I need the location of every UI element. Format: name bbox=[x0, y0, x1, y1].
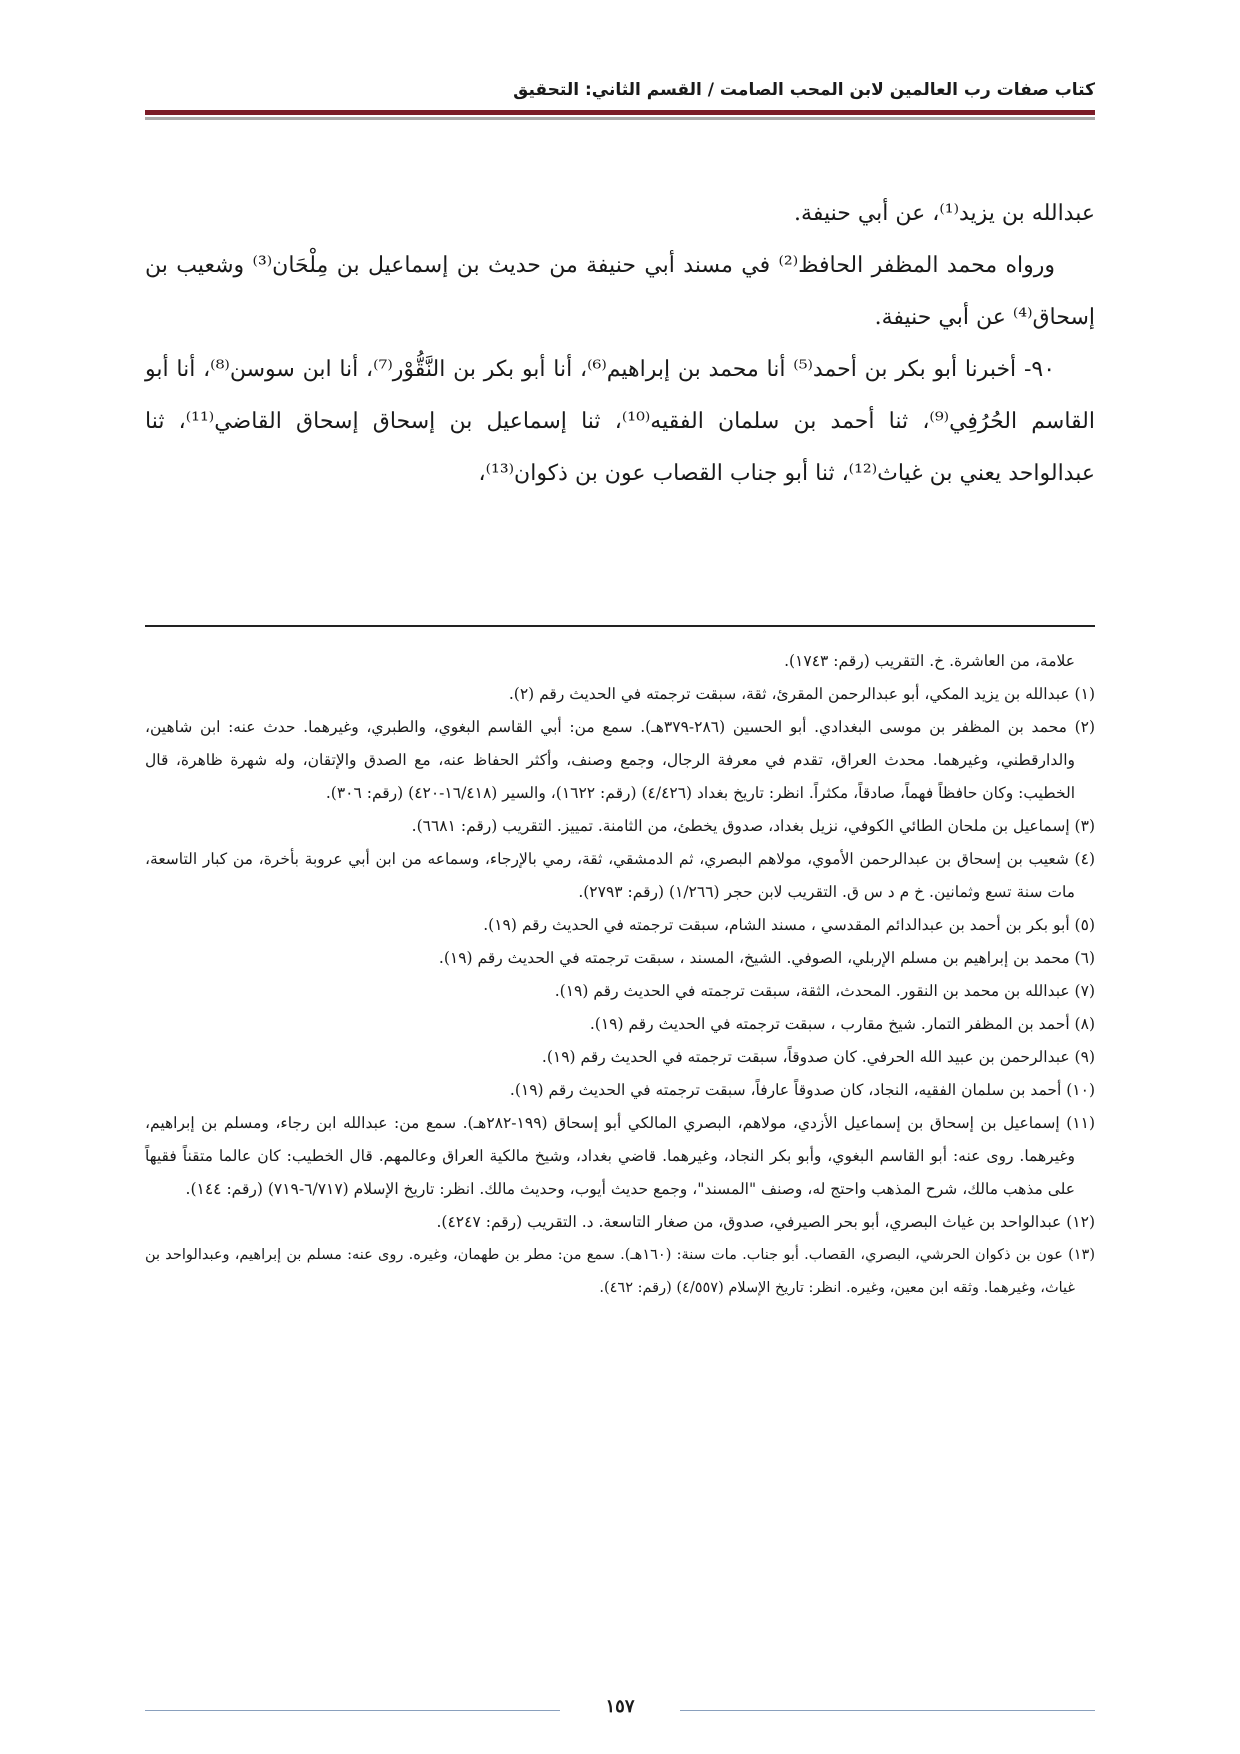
running-header-title: كتاب صفات رب العالمين لابن المحب الصامت / القسم الثاني: التحقيق bbox=[513, 80, 1095, 100]
paragraph-1: عبدالله بن يزيد⁽¹⁾، عن أبي حنيفة. bbox=[794, 201, 1095, 226]
footnote-12: (١٢) عبدالواحد بن غياث البصري، أبو بحر الصيرفي، صدوق، من صغار التاسعة. د. التقريب (رقم: ٤٢٤٧). bbox=[436, 1213, 1095, 1231]
footnote-6: (٦) محمد بن إبراهيم بن مسلم الإربلي، الصوفي. الشيخ، المسند ، سبقت ترجمته في الحديث رقم (١٩). bbox=[438, 949, 1095, 967]
footnote-5: (٥) أبو بكر بن أحمد بن عبدالدائم المقدسي ، مسند الشام، سبقت ترجمته في الحديث رقم (١٩). bbox=[483, 916, 1095, 934]
footnote-7: (٧) عبدالله بن محمد بن النقور. المحدث، الثقة، سبقت ترجمته في الحديث رقم (١٩). bbox=[554, 982, 1095, 1000]
footnotes bbox=[145, 645, 1095, 1305]
paragraph-2: ورواه محمد المظفر الحافظ⁽²⁾ في مسند أبي حنيفة من حديث بن إسماعيل بن مِلْحَان⁽³⁾ وشعيب بن إسحاق⁽⁴⁾ عن أبي حنيفة. bbox=[145, 253, 1095, 330]
footnote-1: (١) عبدالله بن يزيد المكي، أبو عبدالرحمن المقرئ، ثقة، سبقت ترجمته في الحديث رقم (٢). bbox=[508, 685, 1095, 703]
footnote-10: (١٠) أحمد بن سلمان الفقيه، النجاد، كان صدوقاً عارفاً، سبقت ترجمته في الحديث رقم (١٩). bbox=[509, 1081, 1095, 1099]
header-rule-secondary bbox=[145, 117, 1095, 120]
footnote-continuation: علامة، من العاشرة. خ. التقريب (رقم: ١٧٤٣). bbox=[784, 652, 1075, 670]
footnote-9: (٩) عبدالرحمن بن عبيد الله الحرفي. كان صدوقاً، سبقت ترجمته في الحديث رقم (١٩). bbox=[541, 1048, 1095, 1066]
footer-rule-left bbox=[145, 1710, 560, 1711]
page-number: ١٥٧ bbox=[605, 1696, 635, 1717]
footnote-11: (١١) إسماعيل بن إسحاق بن إسماعيل الأزدي، مولاهم، البصري المالكي أبو إسحاق (١٩٩-٢٨٢هـ). سمع من: عبدالله ابن رجاء، ومسلم بن إبراهيم، وغيرهما. روى عنه: أبو القاسم البغوي، وأبو بكر النجاد، وغيرهما. قاضي بغداد، وشيخ مالكية العراق وعالمهم. قال الخطيب: كان عالما متقناً فقيهاً على مذهب مالك، شرح المذهب واحتج له، وصنف "المسند"، وجمع حديث أيوب، وحديث مالك. انظر: تاريخ الإسلام (٦/٧١٧-٧١٩) (رقم: ١٤٤). bbox=[145, 1114, 1095, 1198]
footnote-2: (٢) محمد بن المظفر بن موسى البغدادي. أبو الحسين (٢٨٦-٣٧٩هـ). سمع من: أبي القاسم البغوي، والطبري، وغيرهما. حدث عنه: ابن شاهين، والدارقطني، وغيرهما. محدث العراق، تقدم في معرفة الرجال، وجمع وصنف، وأكثر الحفاظ عنه، مع الصدق والإتقان، وله شهرة ظاهرة، قال الخطيب: وكان حافظاً فهماً، صادقاً، مكثراً. انظر: تاريخ بغداد (٤/٤٢٦) (رقم: ١٦٢٢)، والسير (١٦/٤١٨-٤٢٠) (رقم: ٣٠٦). bbox=[145, 718, 1096, 802]
paragraph-hadith-90: ٩٠- أخبرنا أبو بكر بن أحمد⁽⁵⁾ أنا محمد بن إبراهيم⁽⁶⁾، أنا أبو بكر بن النَّقُّوْر⁽⁷⁾، أنا ابن سوسن⁽⁸⁾، أنا أبو القاسم الحُرُفِي⁽⁹⁾، ثنا أحمد بن سلمان الفقيه⁽¹⁰⁾، ثنا إسماعيل بن إسحاق إسحاق القاضي⁽¹¹⁾، ثنا عبدالواحد يعني بن غياث⁽¹²⁾، ثنا أبو جناب القصاب عون بن ذكوان⁽¹³⁾، bbox=[145, 357, 1095, 486]
footnote-separator bbox=[145, 625, 1095, 627]
footnote-3: (٣) إسماعيل بن ملحان الطائي الكوفي، نزيل بغداد، صدوق يخطئ، من الثامنة. تمييز. التقريب (رقم: ٦٦٨١). bbox=[411, 817, 1095, 835]
footer-rule-right bbox=[680, 1710, 1095, 1711]
header-rule bbox=[145, 110, 1095, 115]
main-text bbox=[145, 188, 1095, 500]
footnote-4: (٤) شعيب بن إسحاق بن عبدالرحمن الأموي، مولاهم البصري، ثم الدمشقي، ثقة، رمي بالإرجاء، وسماعه من ابن أبي عروبة بأخرة، من كبار التاسعة، مات سنة تسع وثمانين. خ م د س ق. التقريب لابن حجر (١/٢٦٦) (رقم: ٢٧٩٣). bbox=[145, 850, 1095, 901]
footnote-8: (٨) أحمد بن المظفر التمار. شيخ مقارب ، سبقت ترجمته في الحديث رقم (١٩). bbox=[589, 1015, 1095, 1033]
footnote-13: (١٣) عون بن ذكوان الحرشي، البصري، القصاب. أبو جناب. مات سنة: (١٦٠هـ). سمع من: مطر بن طهمان، وغيره. روى عنه: مسلم بن إبراهيم، وعبدالواحد بن غياث، وغيرهما. وثقه ابن معين، وغيره. انظر: تاريخ الإسلام (٤/٥٥٧) (رقم: ٤٦٢). bbox=[145, 1247, 1095, 1296]
